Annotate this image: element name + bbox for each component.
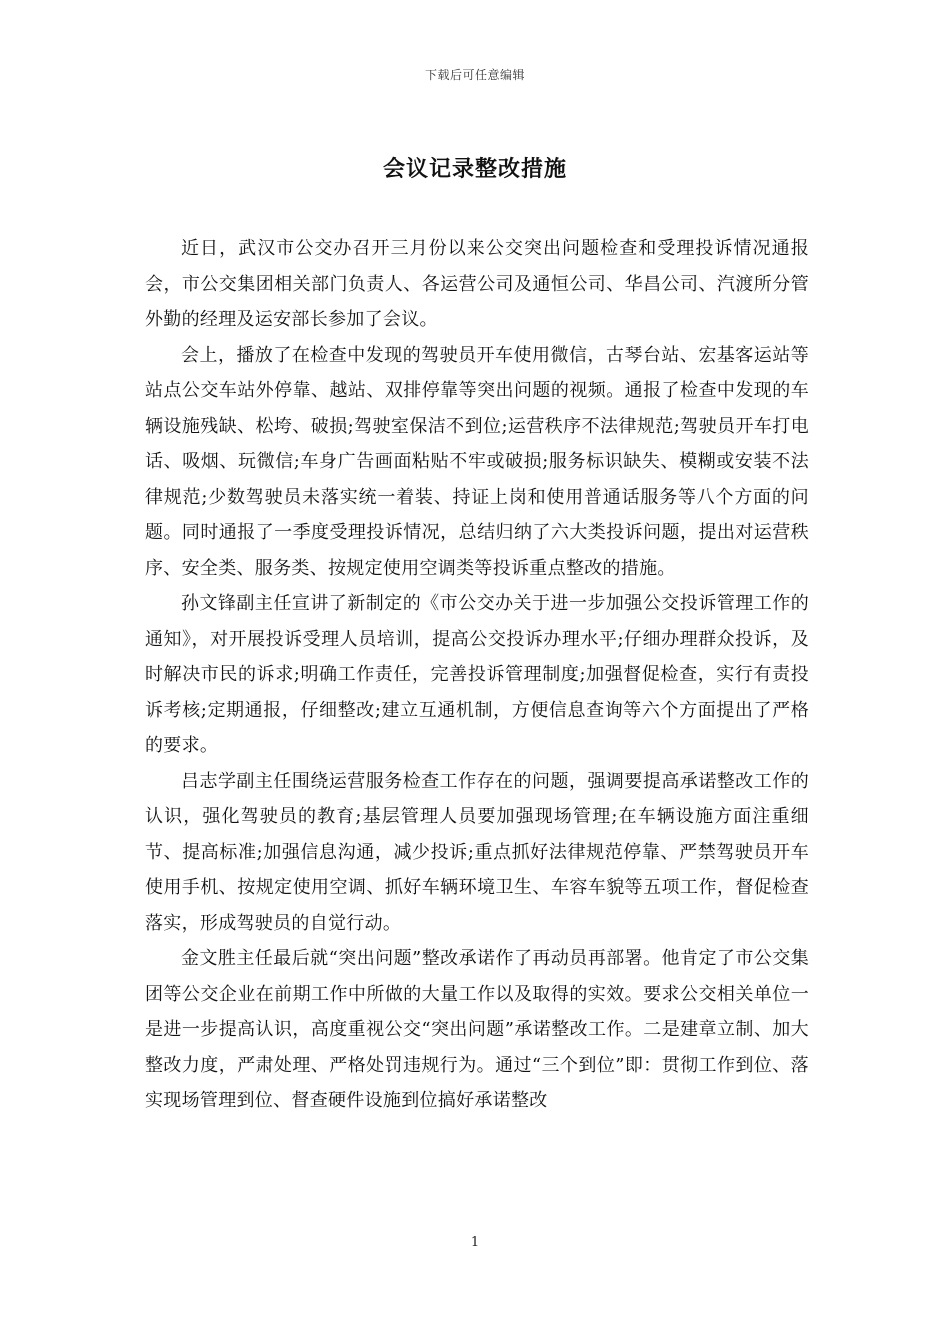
body-paragraph: 金文胜主任最后就“突出问题”整改承诺作了再动员再部署。他肯定了市公交集团等公交企业在前期工作中所做的大量工作以及取得的实效。要求公交相关单位一是进一步提高认识，高度重视公交“突出问题”承诺整改工作。二是建章立制、加大整改力度，严肃处理、严格处罚违规行为。通过“三个到位”即：贯彻工作到位、落实现场管理到位、督查硬件设施到位搞好承诺整改 (145, 948, 809, 1111)
header-note: 下载后可任意编辑 (424, 68, 525, 82)
body-paragraph: 近日，武汉市公交办召开三月份以来公交突出问题检查和受理投诉情况通报会，市公交集团相关部门负责人、各运营公司及通恒公司、华昌公司、汽渡所分管外勤的经理及运安部长参加了会议。 (145, 238, 809, 330)
body-paragraph: 吕志学副主任围绕运营服务检查工作存在的问题，强调要提高承诺整改工作的认识，强化驾驶员的教育;基层管理人员要加强现场管理;在车辆设施方面注重细节、提高标准;加强信息沟通，减少投诉;重点抓好法律规范停靠、严禁驾驶员开车使用手机、按规定使用空调、抓好车辆环境卫生、车容车貌等五项工作，督促检查落实，形成驾驶员的自觉行动。 (145, 770, 809, 934)
body-paragraph: 孙文锋副主任宣讲了新制定的《市公交办关于进一步加强公交投诉管理工作的通知》，对开展投诉受理人员培训，提高公交投诉办理水平;仔细办理群众投诉，及时解决市民的诉求;明确工作责任，完善投诉管理制度;加强督促检查，实行有责投诉考核;定期通报，仔细整改;建立互通机制，方便信息查询等六个方面提出了严格的要求。 (145, 593, 809, 756)
document-title: 会议记录整改措施 (382, 156, 567, 182)
page-number: 1 (470, 1235, 480, 1250)
document-body (145, 231, 809, 1119)
body-paragraph: 会上，播放了在检查中发现的驾驶员开车使用微信，古琴台站、宏基客运站等站点公交车站外停靠、越站、双排停靠等突出问题的视频。通报了检查中发现的车辆设施残缺、松垮、破损;驾驶室保洁不到位;运营秩序不法律规范;驾驶员开车打电话、吸烟、玩微信;车身广告画面粘贴不牢或破损;服务标识缺失、模糊或安装不法律规范;少数驾驶员未落实统一着装、持证上岗和使用普通话服务等八个方面的问题。同时通报了一季度受理投诉情况，总结归纳了六大类投诉问题，提出对运营秩序、安全类、服务类、按规定使用空调类等投诉重点整改的措施。 (145, 344, 809, 579)
